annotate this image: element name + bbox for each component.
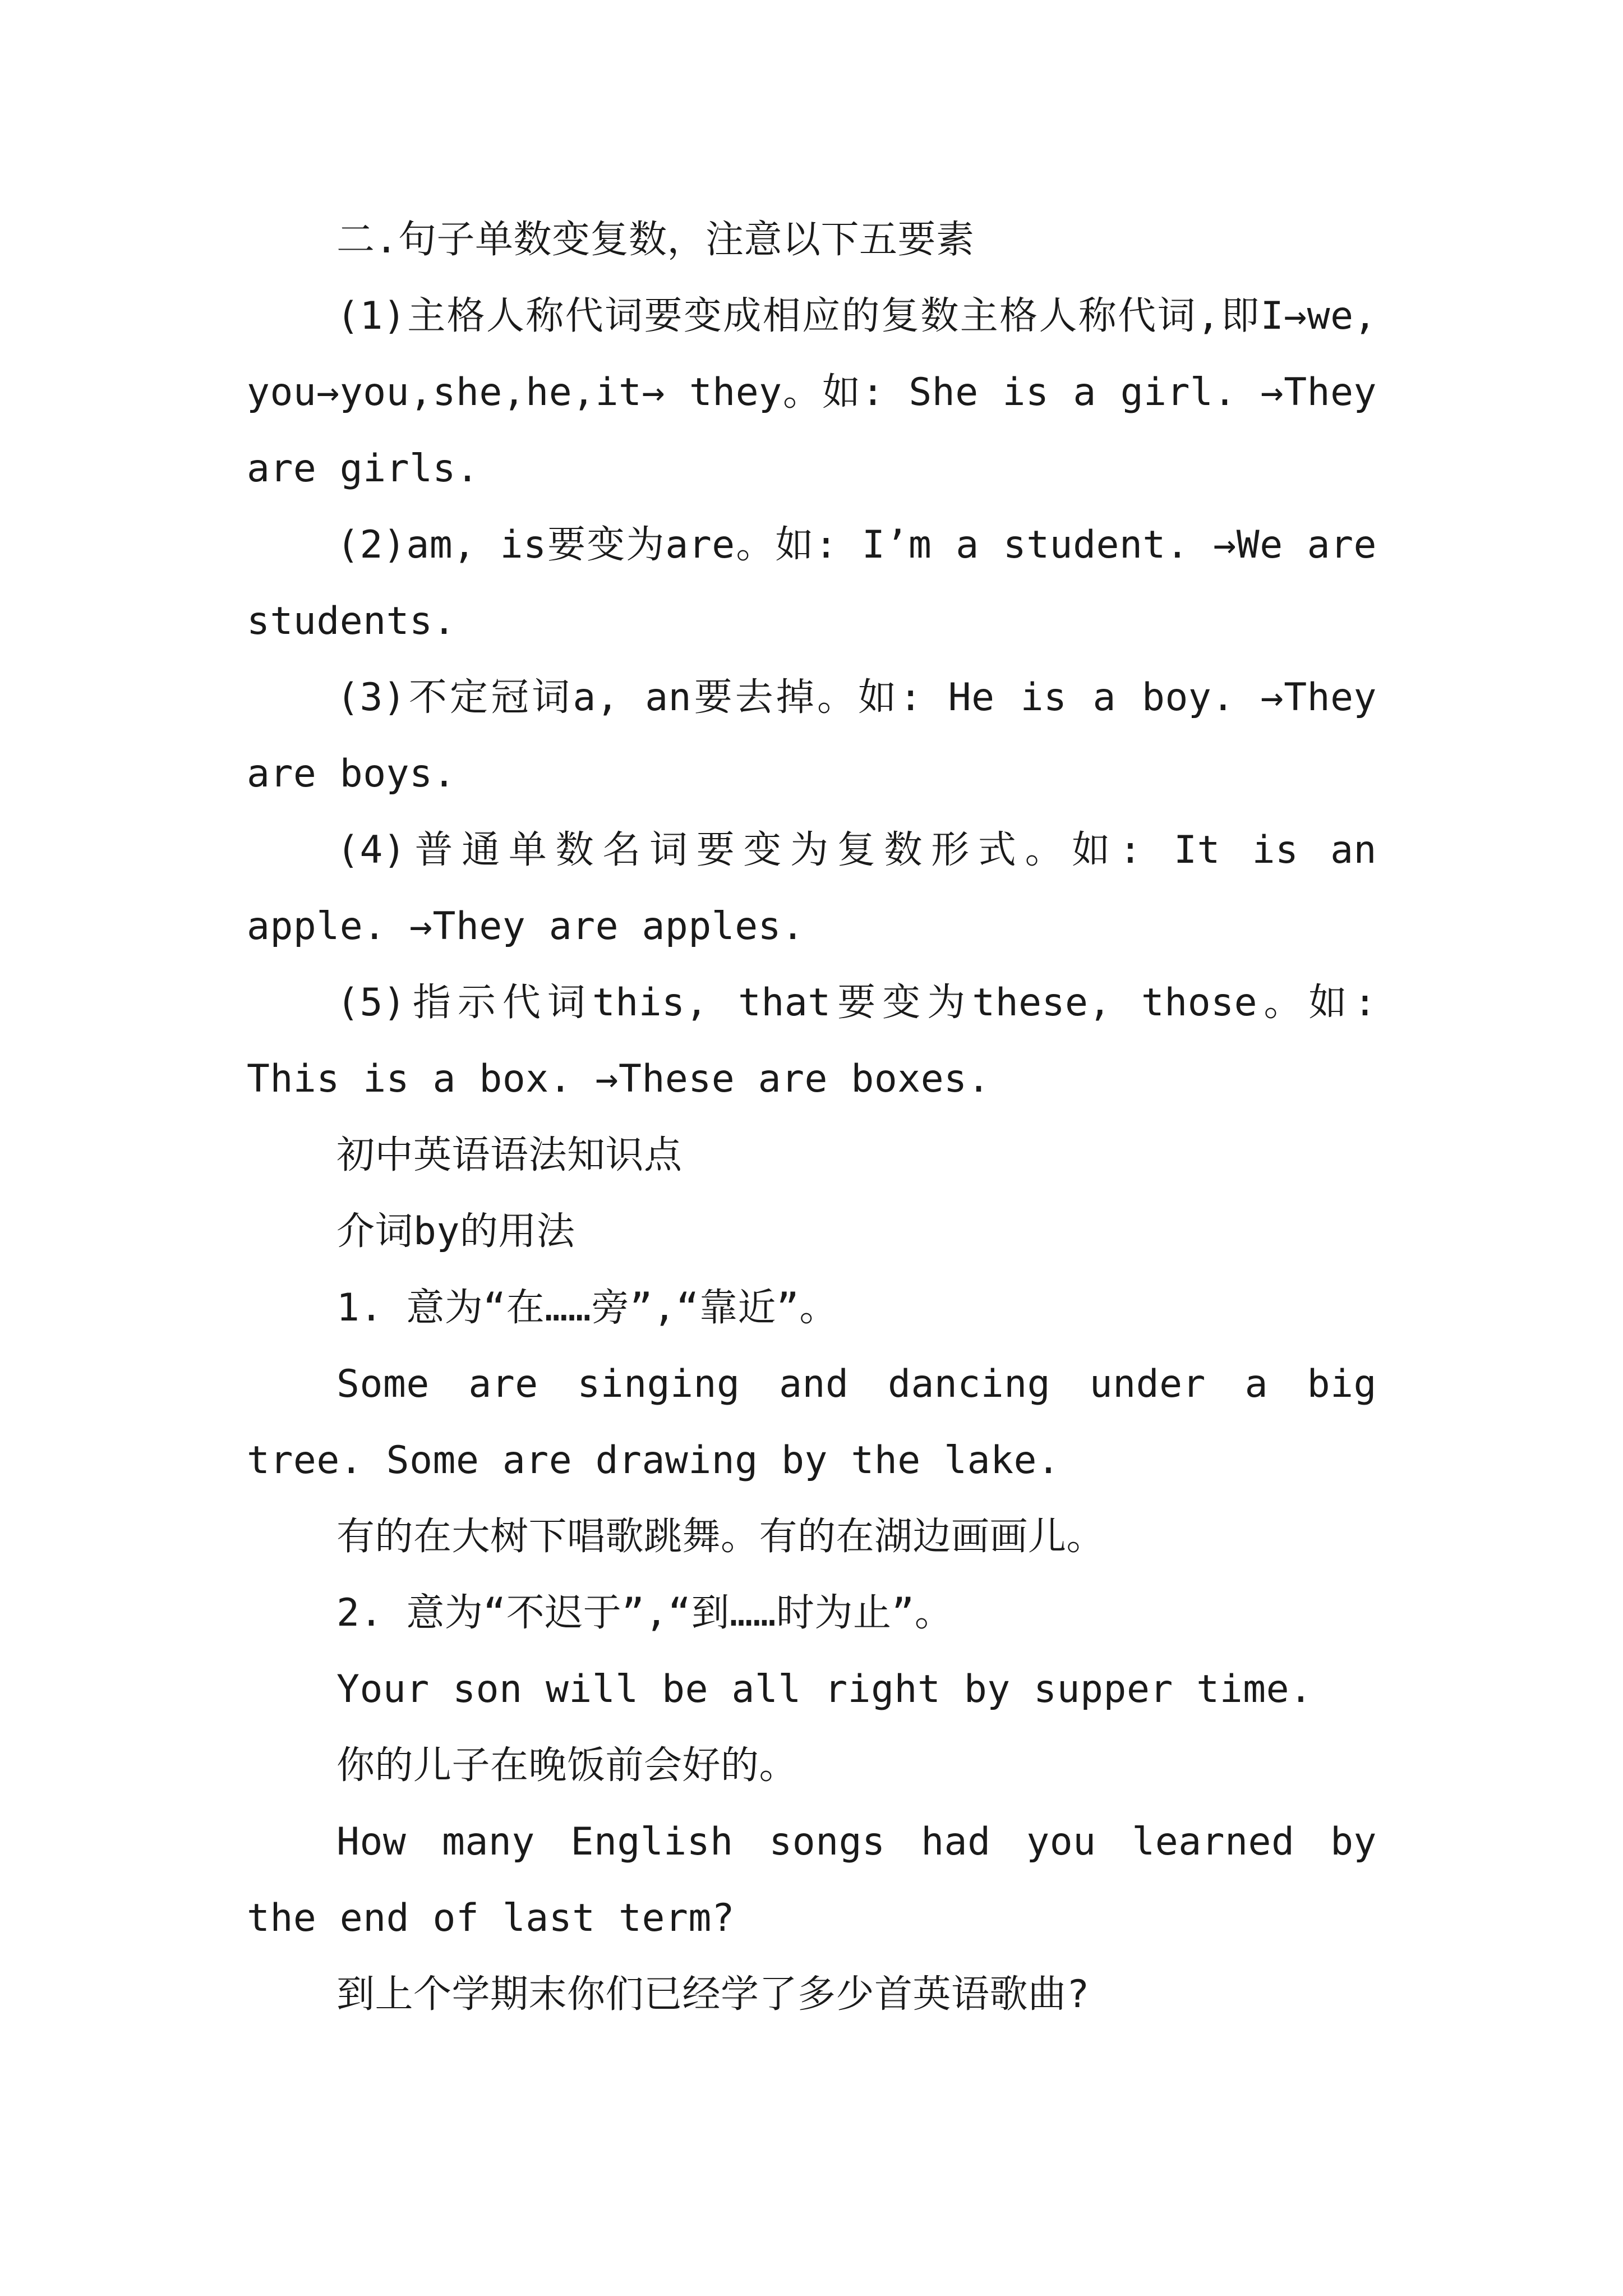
rule-paragraph-5: (5)指示代词this, that要变为these, those。如: This is a box. →These are boxes. [247, 981, 1377, 1101]
example-chinese-1: 有的在大树下唱歌跳舞。有的在湖边画画儿。 [336, 1515, 1105, 1559]
rule-paragraph-1: (1)主格人称代词要变成相应的复数主格人称代词,即I→we, you→you,she,he,it→ they。如: She is a girl. →They are girls. [247, 294, 1377, 491]
example-english-2: Your son will be all right by supper time. [336, 1667, 1313, 1711]
example-chinese-2: 你的儿子在晚饭前会好的。 [336, 1743, 798, 1788]
rule-paragraph-3: (3)不定冠词a, an要去掉。如: He is a boy. →They are boys. [247, 675, 1377, 796]
usage-item-2: 2. 意为“不迟于”,“到……时为止”。 [336, 1591, 953, 1635]
document-body [247, 202, 1377, 2033]
example-english-3: How many English songs had you learned by the end of last term? [247, 1820, 1377, 1940]
rule-paragraph-4: (4)普通单数名词要变为复数形式。如: It is an apple. →They are apples. [247, 828, 1377, 949]
example-chinese-3: 到上个学期末你们已经学了多少首英语歌曲? [336, 1972, 1090, 2017]
usage-item-1: 1. 意为“在……旁”,“靠近”。 [336, 1286, 838, 1330]
subtopic-heading: 介词by的用法 [336, 1209, 575, 1254]
rule-paragraph-2: (2)am, is要变为are。如: I’m a student. →We are students. [247, 523, 1377, 643]
topic-heading: 初中英语语法知识点 [336, 1133, 683, 1177]
section-heading: 二.句子单数变复数，注意以下五要素 [336, 218, 975, 262]
example-english-1: Some are singing and dancing under a big tree. Some are drawing by the lake. [247, 1362, 1377, 1483]
